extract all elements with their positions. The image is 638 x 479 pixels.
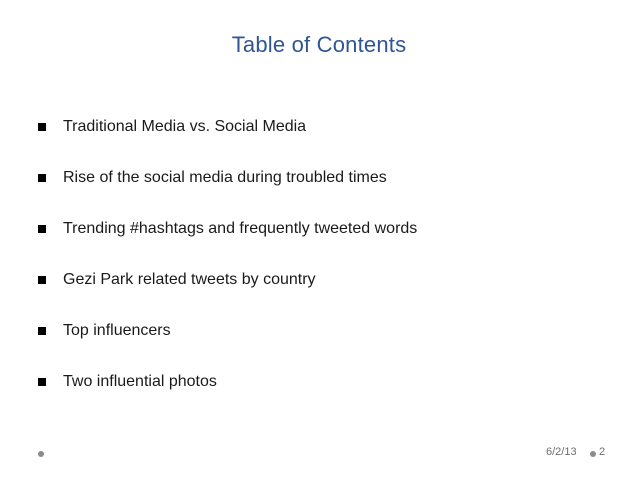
bullet-item bbox=[38, 116, 417, 167]
bullet-text: Trending #hashtags and frequently tweeted words bbox=[63, 220, 418, 237]
square-bullet-icon bbox=[38, 123, 46, 131]
bullet-text: Top influencers bbox=[63, 322, 171, 339]
square-bullet-icon bbox=[38, 378, 46, 386]
square-bullet-icon bbox=[38, 174, 46, 182]
square-bullet-icon bbox=[38, 327, 46, 335]
footer-date: 6/2/13 bbox=[546, 446, 577, 458]
bullet-text: Two influential photos bbox=[63, 373, 217, 390]
bullet-item bbox=[38, 371, 417, 422]
footer-left-dot-icon bbox=[38, 451, 44, 457]
bullet-text: Gezi Park related tweets by country bbox=[63, 271, 316, 288]
bullet-item bbox=[38, 269, 417, 320]
bullet-list bbox=[38, 116, 417, 422]
bullet-item bbox=[38, 218, 417, 269]
footer-right-dot-icon bbox=[590, 451, 596, 457]
bullet-text: Rise of the social media during troubled times bbox=[63, 169, 387, 186]
square-bullet-icon bbox=[38, 276, 46, 284]
bullet-text: Traditional Media vs. Social Media bbox=[63, 118, 307, 135]
bullet-item bbox=[38, 167, 417, 218]
bullet-item bbox=[38, 320, 417, 371]
slide-title: Table of Contents bbox=[231, 32, 407, 57]
square-bullet-icon bbox=[38, 225, 46, 233]
footer-page-number: 2 bbox=[599, 446, 606, 458]
